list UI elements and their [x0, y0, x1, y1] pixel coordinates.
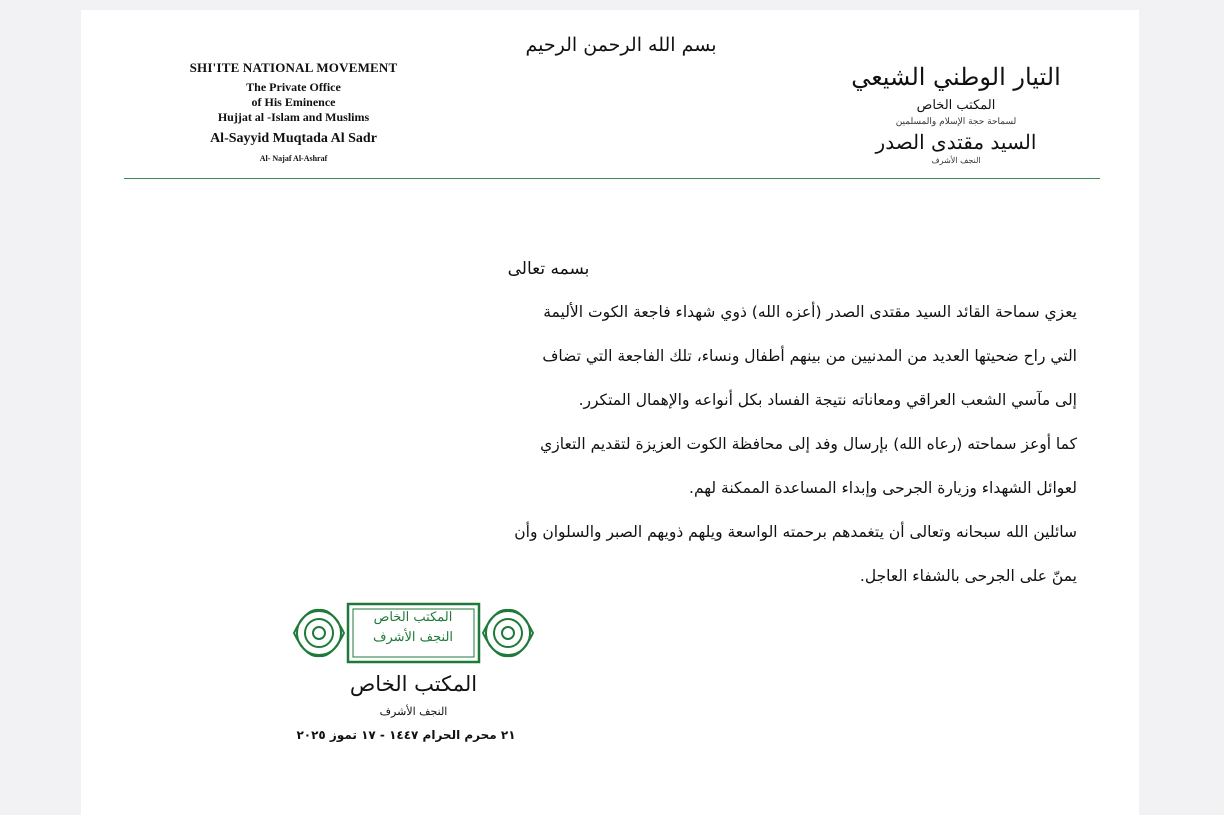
basmala: بسم الله الرحمن الرحيم	[525, 34, 717, 56]
organization-name-ar: التيار الوطني الشيعي	[851, 63, 1061, 91]
english-letterhead	[141, 60, 446, 163]
signature-office: المكتب الخاص	[349, 672, 478, 696]
letter-line: يمنّ على الجرحى بالشفاء العاجل.	[859, 567, 1077, 585]
seal-text	[351, 608, 475, 648]
letter-line: سائلين الله سبحانه وتعالى أن يتغمدهم برحمته الواسعة ويلهم ذويهم الصبر والسلوان وأن	[514, 523, 1077, 541]
letter-line: إلى مآسي الشعب العراقي ومعاناته نتيجة الفساد بكل أنواعه والإهمال المتكرر.	[578, 391, 1077, 409]
header-divider	[124, 178, 1100, 179]
letter-line: التي راح ضحيتها العديد من المدنيين من بينهم أطفال ونساء، تلك الفاجعة التي تضاف	[542, 347, 1077, 365]
seal-line-1: المكتب الخاص	[373, 610, 453, 625]
title-ar: لسماحة حجة الإسلام والمسلمين	[895, 117, 1017, 127]
office-ar: المكتب الخاص	[916, 98, 996, 113]
signature-block	[301, 670, 526, 720]
letter-date: ٢١ محرم الحرام ١٤٤٧ - ١٧ تموز ٢٠٢٥	[296, 728, 516, 742]
letter-heading: بسمه تعالى	[507, 259, 590, 279]
office-line-2-en: of His Eminence	[251, 95, 336, 109]
location-en: Al- Najaf Al-Ashraf	[259, 154, 328, 163]
title-line-en: Hujjat al -Islam and Muslims	[217, 110, 370, 124]
arabic-letterhead	[836, 60, 1076, 166]
name-ar: السيد مقتدى الصدر	[875, 130, 1037, 154]
organization-name-en: SHI'ITE NATIONAL MOVEMENT	[189, 60, 398, 75]
signature-location: النجف الأشرف	[379, 705, 448, 718]
letter-line: يعزي سماحة القائد السيد مقتدى الصدر (أعزه الله) ذوي شهداء فاجعة الكوت الأليمة	[543, 303, 1077, 321]
letter-line: لعوائل الشهداء وزيارة الجرحى وإبداء المساعدة الممكنة لهم.	[689, 479, 1077, 497]
letter-page	[81, 10, 1139, 815]
office-line-1-en: The Private Office	[246, 80, 341, 94]
seal-line-2: النجف الأشرف	[372, 630, 454, 645]
letter-line: كما أوعز سماحته (رعاه الله) بإرسال وفد إلى محافظة الكوت العزيزة لتقديم التعازي	[540, 435, 1077, 453]
location-ar: النجف الأشرف	[931, 156, 981, 165]
name-en: Al-Sayyid Muqtada Al Sadr	[210, 131, 377, 146]
letter-body	[165, 254, 1077, 607]
